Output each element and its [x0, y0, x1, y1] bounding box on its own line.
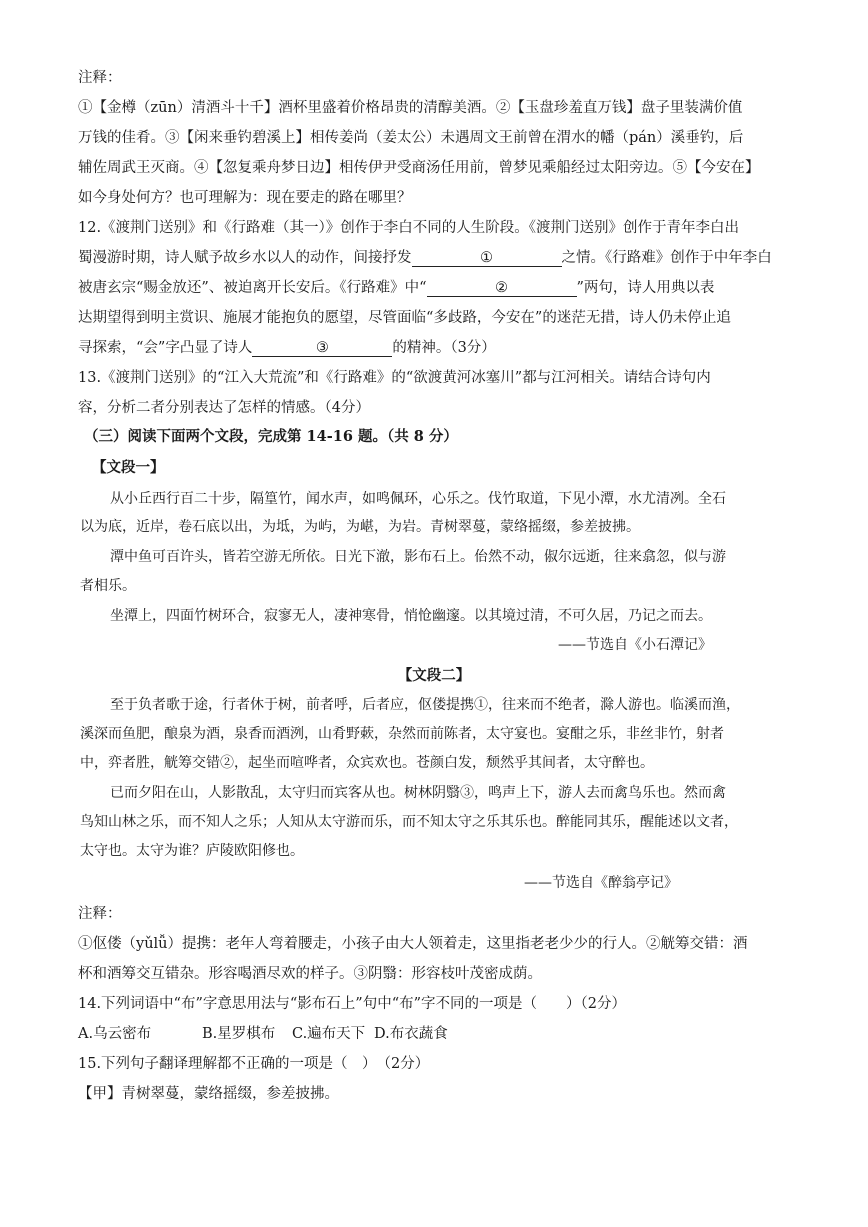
text: ”两句，诗人用典以表: [576, 280, 715, 296]
passage-2-line: 中，弈者胜，觥筹交错②，起坐而喧哗者，众宾欢也。苍颜白发，颓然乎其间者，太守醉也。: [80, 755, 654, 771]
answer-blank-3[interactable]: ③: [252, 340, 392, 357]
question-14-stem: 14.下列词语中“布”字意思用法与“影布石上”句中“布”字不同的一项是（ ）（2分）: [78, 996, 627, 1012]
question-12-line: 达期望得到明主赏识、施展才能抱负的愿望，尽管面临“多歧路，今安在”的迷茫无措，诗人仍未停止追: [78, 310, 731, 326]
option-b[interactable]: B.星罗棋布: [202, 1026, 276, 1042]
option-c[interactable]: C.遍布天下: [292, 1026, 366, 1042]
question-13-line: 容，分析二者分别表达了怎样的情感。（4分）: [78, 400, 370, 416]
text: 寻探索，“会”字凸显了诗人: [78, 340, 253, 356]
option-a[interactable]: A.乌云密布: [78, 1026, 152, 1042]
passage-1-source: ——节选自《小石潭记》: [558, 637, 712, 653]
question-12-line: [78, 246, 772, 267]
section-heading: （三）阅读下面两个文段，完成第 14-16 题。（共 8 分）: [84, 428, 458, 445]
note-line: 如今身处何方？也可理解为：现在要走的路在哪里？: [78, 190, 412, 206]
question-15-item-a: 【甲】青树翠蔓，蒙络摇缀，参差披拂。: [78, 1086, 339, 1102]
note-line: 万钱的佳肴。③【闲来垂钓碧溪上】相传姜尚（姜太公）未遇周文王前曾在渭水的幡（pán）溪垂钓，后: [78, 130, 744, 146]
note-line: ①【金樽（zūn）清酒斗十千】酒杯里盛着价格昂贵的清醇美酒。②【玉盘珍羞直万钱】盘子里装满价值: [78, 100, 743, 116]
passage-2-line: 已而夕阳在山，人影散乱，太守归而宾客从也。树林阴翳③，鸣声上下，游人去而禽鸟乐也。然而禽: [110, 785, 726, 801]
question-12-line: 12.《渡荆门送别》和《行路难（其一）》创作于李白不同的人生阶段。《渡荆门送别》创作于青年李白出: [78, 220, 740, 236]
passage-1-line: 以为底，近岸，卷石底以出，为坻，为屿，为嵁，为岩。青树翠蔓，蒙络摇缀，参差披拂。: [80, 519, 640, 535]
answer-blank-1[interactable]: ①: [412, 250, 562, 267]
passage-2-source: ——节选自《醉翁亭记》: [524, 875, 678, 891]
passage-2-title: 【文段二】: [397, 667, 471, 684]
passage-1-line: 从小丘西行百二十步，隔篁竹，闻水声，如鸣佩环，心乐之。伐竹取道，下见小潭，水尤清冽。全石: [110, 491, 726, 507]
note-line: 辅佐周武王灭商。④【忽复乘舟梦日边】相传伊尹受商汤任用前，曾梦见乘船经过太阳旁边。⑤【今安在】: [78, 160, 760, 176]
passage-2-line: 鸟知山林之乐，而不知人之乐；人知从太守游而乐，而不知太守之乐其乐也。醉能同其乐，醒能述以文者，: [80, 814, 738, 830]
passage-2-line: 至于负者歌于途，行者休于树，前者呼，后者应，伛偻提携①，往来而不绝者，滁人游也。临溪而渔，: [110, 697, 740, 713]
passage-1-line: 者相乐。: [80, 578, 136, 594]
text: 蜀漫游时期，诗人赋予故乡水以人的动作，间接抒发: [78, 250, 412, 266]
passage-2-line: 太守也。太守为谁？庐陵欧阳修也。: [80, 843, 304, 859]
text: 之情。《行路难》创作于中年李白: [561, 250, 772, 266]
note-line: 杯和酒筹交互错杂。形容喝酒尽欢的样子。③阴翳：形容枝叶茂密成荫。: [78, 966, 542, 982]
question-13-line: 13.《渡荆门送别》的“江入大荒流”和《行路难》的“欲渡黄河冰塞川”都与江河相关。请结合诗句内: [78, 370, 711, 386]
question-15-stem: 15.下列句子翻译理解都不正确的一项是（ ） （2分）: [78, 1056, 430, 1072]
question-12-line: [78, 276, 714, 297]
passage-1-title: 【文段一】: [92, 459, 165, 476]
answer-blank-2[interactable]: ②: [427, 280, 577, 297]
notes-title: 注释：: [78, 906, 122, 922]
option-d[interactable]: D.布衣蔬食: [374, 1026, 448, 1042]
text: 被唐玄宗“赐金放还”、被迫离开长安后。《行路难》中“: [78, 280, 427, 296]
question-14-options: [78, 1022, 448, 1043]
note-line: ①伛偻（yǔlǚ）提携：老年人弯着腰走，小孩子由大人领着走，这里指老老少少的行人。②觥筹交错：酒: [78, 936, 748, 952]
passage-2-line: 溪深而鱼肥，酿泉为酒，泉香而酒洌，山肴野蔌，杂然而前陈者，太守宴也。宴酣之乐，非丝非竹，射者: [80, 726, 724, 742]
passage-1-line: 潭中鱼可百许头，皆若空游无所依。日光下澈，影布石上。佁然不动，俶尔远逝，往来翕忽，似与游: [110, 549, 726, 565]
passage-1-line: 坐潭上，四面竹树环合，寂寥无人，凄神寒骨，悄怆幽邃。以其境过清，不可久居，乃记之而去。: [110, 608, 712, 624]
question-12-line: [78, 336, 496, 357]
text: 的精神。（3分）: [392, 340, 496, 356]
notes-title: 注释：: [78, 70, 122, 86]
